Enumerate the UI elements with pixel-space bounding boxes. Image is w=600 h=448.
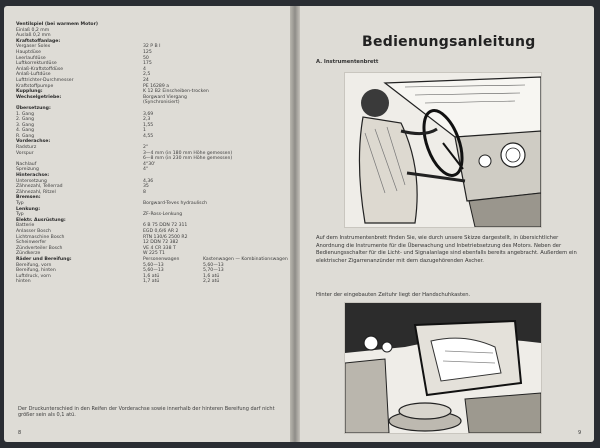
glovebox-caption: Hinter der eingebauten Zeituhr liegt der Handschuhkasten.	[316, 292, 471, 298]
spec-label: 3. Gang	[16, 122, 35, 128]
spec-label: Lichtmaschine Bosch	[16, 234, 65, 240]
book-gutter	[290, 6, 300, 442]
spec-value: VE 4 CR 338 T	[143, 245, 176, 251]
spec-label: Bereifung, hinten	[16, 268, 56, 274]
spec-value: (Synchronisiert)	[143, 100, 180, 106]
spec-value: 5,60—13	[203, 262, 224, 268]
spec-value: 5,60—13	[143, 268, 164, 274]
spec-label: Scheinwerfer	[16, 240, 47, 246]
spec-value: 4,36	[143, 178, 154, 184]
spec-label: Luftkorrekturdüse	[16, 61, 57, 67]
spec-label: R. Gang	[16, 133, 35, 139]
spec-value: W 225 T1	[143, 251, 165, 257]
spec-value: ZF-Ross-Lenkung	[143, 212, 183, 218]
spec-label: Kraftstoffanlage:	[16, 38, 61, 44]
spec-label: Übersetzung:	[16, 105, 51, 111]
spec-value: 1,7 atü	[143, 279, 160, 285]
spec-value: 6 B 75 DDN 72 311	[143, 223, 188, 229]
spec-value: 2,2 atü	[203, 279, 220, 285]
spec-value: 24	[143, 77, 149, 83]
spec-value: Borgward-Teves hydraulisch	[143, 201, 208, 206]
spec-label: Zähnezahl, Ritzel	[16, 189, 56, 195]
spec-value: 175	[143, 61, 152, 67]
spec-label: Anlaß-Luftdüse	[16, 72, 51, 78]
spec-label: Kupplung:	[16, 89, 43, 95]
spec-label: Auslaß 0,2 mm	[16, 33, 51, 39]
spec-value: RTN 130/6 2500 R2	[143, 234, 188, 240]
spec-value: 5,60—13	[143, 262, 164, 268]
spec-value: 5,70—13	[203, 268, 224, 274]
spec-row	[16, 279, 286, 285]
page-title: Bedienungsanleitung	[362, 34, 536, 50]
spec-label: Lufttrichter-Durchmesser	[16, 77, 74, 83]
spec-value: EGD 0,6/6 AR 2	[143, 228, 179, 234]
spec-label: Batterie	[16, 223, 35, 229]
spec-label: Anlasser Bosch	[16, 228, 51, 234]
spec-value: 1,55	[143, 122, 154, 128]
spec-value: 1	[143, 128, 146, 134]
spec-label: Luftdruck, vorn	[16, 273, 51, 279]
spec-label: Typ	[16, 201, 24, 206]
spec-label: Ventilspiel (bei warmem Motor)	[16, 22, 98, 27]
spec-label: Spreizung	[16, 167, 39, 173]
spec-label: Hauptdüse	[16, 49, 41, 55]
spec-label: 4. Gang	[16, 128, 35, 134]
spec-value: 4,55	[143, 133, 154, 139]
spec-value: 4	[143, 66, 146, 72]
spec-label: Anlaß-Kraftstoffdüse	[16, 66, 64, 72]
spec-value: 2°	[143, 145, 149, 151]
spec-label: Vorspur	[16, 150, 34, 156]
spec-value: 50	[143, 55, 149, 61]
spec-value: 1,6 atü	[143, 273, 160, 279]
spec-value: 1,6 atü	[203, 273, 220, 279]
spec-label: Kraftstoffpumpe	[16, 83, 54, 89]
spec-value: 4°	[143, 167, 149, 173]
spec-label: hinten	[16, 279, 31, 285]
spec-label: Hinterachse:	[16, 173, 50, 179]
page-number-right: 9	[578, 430, 582, 436]
spec-label: 1. Gang	[16, 111, 35, 117]
spec-label: 2. Gang	[16, 117, 35, 123]
spec-value: 3,69	[143, 111, 154, 117]
spec-label: Typ	[16, 212, 24, 218]
spec-label: Zündverteiler Bosch	[16, 245, 63, 251]
spec-label: Bereifung, vorn	[16, 262, 52, 268]
spec-value: 2,5	[143, 72, 151, 78]
driver-at-dashboard-drawing	[345, 73, 541, 227]
spec-value: Kastenwagen — Kombinationswagen	[203, 256, 288, 262]
instrument-panel-description: Auf dem Instrumentenbrett finden Sie, wie durch unsere Skizze dargestellt, in übersichtlicher Anordnung die Instrumente für die Überwachung und Inbetriebsetzung des Motors. Neben der Bedienungsschalter für die Licht- und Signalanlage sind ebenfalls bereits angebracht. Außerdem ein elektrischer Zigarrenanzünder mit dem dazugehörenden Ascher.	[316, 235, 577, 264]
spec-value: 12 DDN 72 382	[143, 240, 179, 246]
spec-label: Vergaser Solex	[16, 44, 51, 50]
spec-label: Leerlaufdüse	[16, 55, 46, 61]
spec-value: 8	[143, 189, 146, 195]
right-page	[300, 6, 594, 442]
spec-label: Vorderachse:	[16, 139, 51, 145]
spec-value: 35	[143, 184, 149, 190]
spec-label: Einlaß 0,2 mm	[16, 27, 50, 33]
glovebox-illustration	[344, 302, 542, 434]
spec-value: 4°30'	[143, 161, 156, 167]
section-heading: A. Instrumentenbrett	[316, 59, 379, 65]
spec-label: Zähnezahl, Tellerrad	[16, 184, 63, 190]
tire-pressure-note: Der Druckunterschied in den Reifen der Vorderachse sowie innerhalb der hinteren Bereifung darf nicht größer sein als 0,1 atü.	[18, 406, 275, 418]
spec-value: Personenwagen	[143, 256, 180, 262]
spec-value: PE 16289 a	[143, 83, 170, 89]
spec-value: K 12 B2 Einscheiben-trocken	[143, 89, 209, 95]
spec-label: Räder und Bereifung:	[16, 256, 72, 262]
spec-label: Nachlauf	[16, 161, 37, 167]
spec-value: 6—8 mm (in 230 mm Höhe gemessen)	[143, 156, 233, 162]
spec-value: 3—4 mm (in 180 mm Höhe gemessen)	[143, 150, 233, 156]
left-page	[4, 6, 290, 442]
spec-value: 2,3	[143, 117, 151, 123]
spec-label: Wechselgetriebe:	[16, 94, 62, 100]
spec-value: Borgward Viergang	[143, 94, 187, 100]
spec-label: Radsturz	[16, 145, 37, 151]
spec-table	[16, 22, 286, 285]
spec-value: 32 P B I	[143, 44, 161, 50]
spec-value: 125	[143, 49, 152, 55]
spec-label: Zündkerze	[16, 251, 41, 257]
spec-label: Bremsen:	[16, 195, 41, 201]
glovebox-drawing	[345, 303, 541, 433]
spec-label: Elektr. Ausrüstung:	[16, 217, 66, 223]
page-number-left: 8	[18, 430, 22, 436]
dashboard-illustration	[344, 72, 542, 228]
spec-label: Lenkung:	[16, 206, 41, 212]
spec-label: Untersetzung	[16, 178, 47, 184]
